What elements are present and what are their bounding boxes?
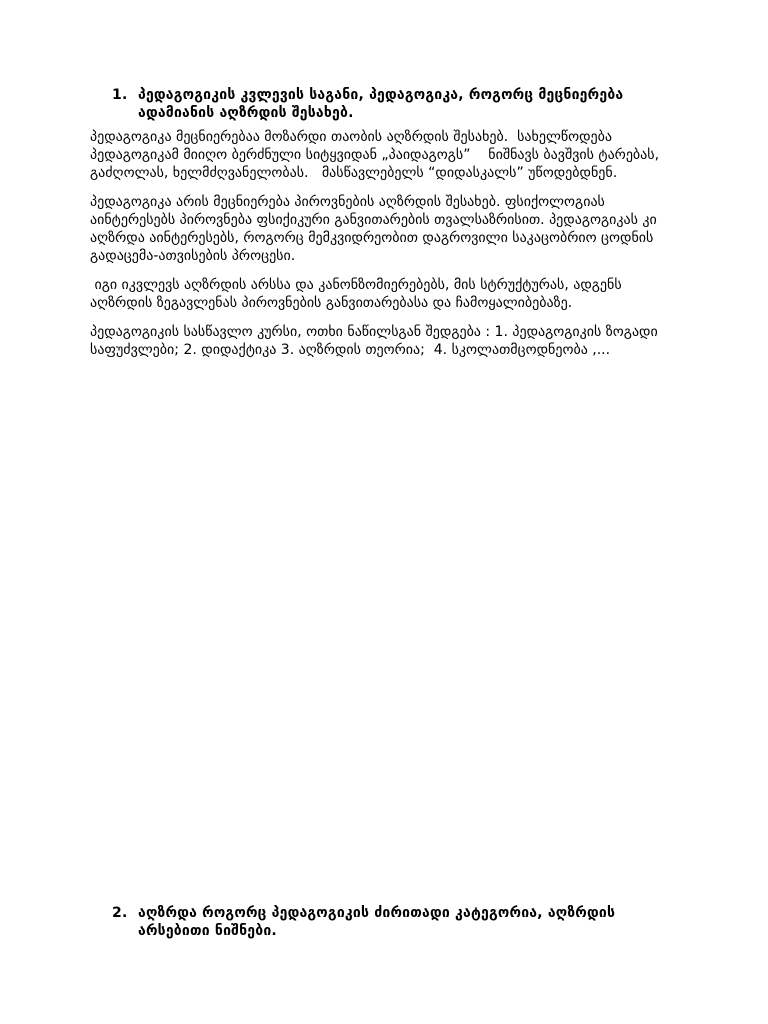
section-1-body bbox=[90, 128, 680, 370]
heading-number: 1. bbox=[112, 87, 128, 103]
heading-text: პედაგოგიკის კვლევის საგანი, პედაგოგიკა, როგორც მეცნიერება ადამიანის აღზრდის შესახებ. bbox=[138, 87, 624, 121]
paragraph: პედაგოგიკის სასწავლო კურსი, ოთხი ნაწილსგან შედგება : 1. პედაგოგიკის ზოგადი საფუძვლები; 2. დიდაქტიკა 3. აღზრდის თეორია; 4. სკოლათმცოდნეობა ,... bbox=[90, 324, 663, 358]
paragraph: პედაგოგიკა არის მეცნიერება პიროვნების აღზრდის შესახებ. ფსიქოლოგიას აინტერესებს პიროვნება ფსიქიკური განვითარების თვალსაზრისით. პედაგოგიკას კი აღზრდა აინტერესებს, როგორც მემკვიდრეობით დაგროვილი საკაცობრიო ცოდნის გადაცემა-ათვისების პროცესი. bbox=[90, 194, 662, 264]
section-heading-2 bbox=[112, 904, 672, 940]
paragraph: პედაგოგიკა მეცნიერებაა მოზარდი თაობის აღზრდის შესახებ. სახელწოდება პედაგოგიკამ მიიღო ბერძნული სიტყვიდან „პაიდაგოგს” ნიშნავს ბავშვის ტარებას, გაძღოლას, ხელმძღვანელობას. მასწავლებელს “დიდასკალს” უწოდებდნენ. bbox=[90, 129, 664, 181]
paragraph: იგი იკვლევს აღზრდის არსსა და კანონზომიერებებს, მის სტრუქტურას, ადგენს აღზრდის ზეგავლენას პიროვნების განვითარებასა და ჩამოყალიბებაზე. bbox=[90, 277, 627, 311]
heading-number: 2. bbox=[112, 905, 128, 921]
section-heading-1 bbox=[112, 86, 672, 122]
heading-text: აღზრდა როგორც პედაგოგიკის ძირითადი კატეგორია, აღზრდის არსებითი ნიშნები. bbox=[138, 905, 616, 939]
